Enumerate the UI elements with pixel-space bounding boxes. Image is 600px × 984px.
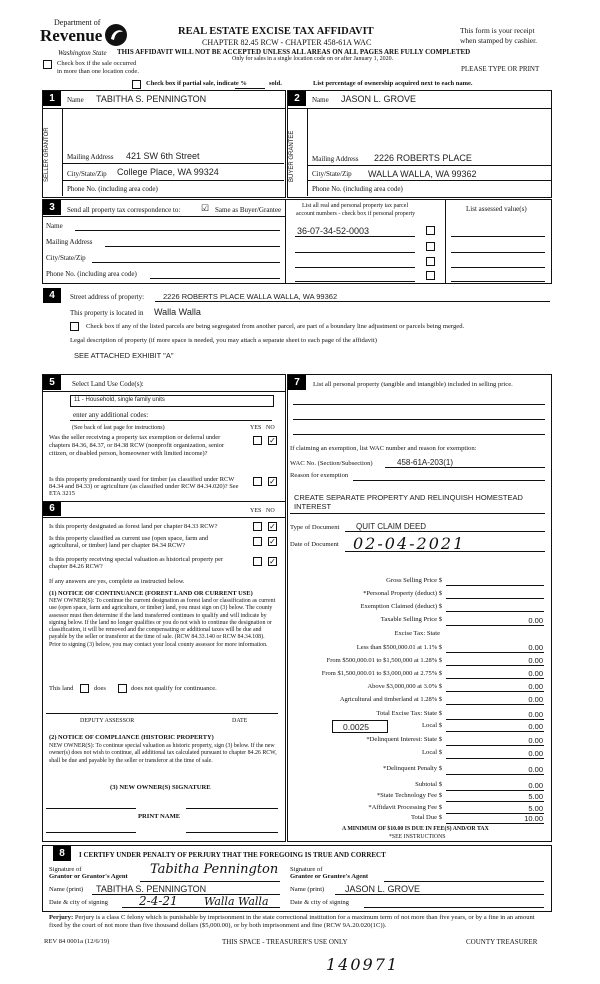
land-use-code[interactable]	[70, 395, 274, 407]
calc-gross-label: Gross Selling Price $	[386, 577, 442, 584]
deputy-assessor-label: DEPUTY ASSESSOR	[80, 718, 135, 724]
calc-total-state-value[interactable]: 0.00	[528, 710, 543, 719]
buyer-side-label: BUYER GRANTEE	[289, 130, 295, 182]
local-rate-box[interactable]	[332, 720, 388, 733]
street-address[interactable]: 2226 ROBERTS PLACE WALLA WALLA, WA 99362	[163, 292, 338, 301]
segregated-label: Check box if any of the listed parcels are being segregated from another parcel, are part of a boundary line adjustment or parcels being merged.	[86, 323, 465, 330]
s5-question-1: Was the seller receiving a property tax exemption or deferral under chapters 84.36, 84.37, or 84.38 RCW (nonprofit organization, senior citizen, or disabled person, homeowner with limited income)?	[49, 434, 225, 457]
section-6-number: 6	[43, 501, 61, 516]
calc-subtotal-label: Subtotal $	[415, 781, 442, 788]
notice-continuance-title: (1) NOTICE OF CONTINUANCE (FOREST LAND OR CURRENT USE)	[49, 590, 253, 597]
grantor-date[interactable]: 2-4-21	[139, 894, 178, 908]
seller-city[interactable]: College Place, WA 99324	[117, 167, 219, 177]
s5-no-header: NO	[266, 425, 275, 431]
seller-mailing-label: Mailing Address	[67, 153, 114, 161]
notice-continuance-body: NEW OWNER(S): To continue the current designation as forest land or classification as current use (open space, farm and agriculture, or timber) land, you must sign on (3) below. The county assessor must then determine if the land transferred continues to qualify and will indicate by signing below. If the land no longer qualifies or you do not wish to continue the designation or classification, it will be removed and the compensating or additional taxes will be due and payable by the seller or transferor at the time of sale. (RCW 84.33.140 or RCW 84.34.108). Prior to signing (3) below, you may contact your local county assessor for more information.	[49, 598, 276, 648]
s5-q2-yes[interactable]	[253, 477, 262, 486]
buyer-city[interactable]: WALLA WALLA, WA 99362	[368, 169, 477, 179]
receipt-note-1: This form is your receipt	[460, 26, 535, 35]
reason-label: Reason for exemption	[290, 472, 349, 479]
multi-location-checkbox[interactable]	[43, 60, 52, 69]
new-owner-signature-label: (3) NEW OWNER(S) SIGNATURE	[110, 784, 211, 791]
calc-taxable-value[interactable]: 0.00	[528, 616, 543, 625]
section-4-number: 4	[43, 288, 61, 303]
sales-note: Only for sales in a single location code on or after January 1, 2020.	[232, 56, 394, 62]
legal-description[interactable]: SEE ATTACHED EXHIBIT "A"	[74, 351, 174, 360]
multi-location-label-2: in more than one location code.	[57, 68, 139, 75]
section-1-box	[42, 90, 286, 198]
exemption-label: If claiming an exemption, list WAC number and reason for exemption:	[290, 445, 477, 452]
s5-q1-yes[interactable]	[253, 436, 262, 445]
wac-label: WAC No. (Section/Subsection)	[290, 460, 373, 467]
ownership-note: List percentage of ownership acquired next to each name.	[313, 80, 473, 87]
grantor-sig-label-1: Signature of	[49, 866, 82, 873]
notice-compliance-title: (2) NOTICE OF COMPLIANCE (HISTORIC PROPERTY)	[49, 734, 214, 741]
s6-question-2: Is this property classified as current use (open space, farm and agricultural, or timber) land per chapter 84.34 RCW?	[49, 535, 209, 549]
calc-excise-state-label: Excise Tax: State	[394, 630, 440, 637]
calc-delinq-penalty-label: *Delinquent Penalty $	[383, 765, 442, 772]
minimum-due-note: A MINIMUM OF $10.00 IS DUE IN FEE(S) AND/OR TAX	[342, 826, 489, 832]
located-in[interactable]: Walla Walla	[154, 307, 201, 317]
correspondence-city-label: City/State/Zip	[46, 254, 86, 262]
s5-q1-no[interactable]: ✓	[269, 436, 276, 445]
land-use-code-text: 11 - Household, single family units	[74, 397, 165, 403]
multi-location-label-1: Check box if the sale occurred	[57, 60, 137, 67]
calc-tech-fee-value[interactable]: 5.00	[528, 792, 543, 801]
buyer-mailing-label: Mailing Address	[312, 155, 359, 163]
assessor-date-label: DATE	[232, 718, 248, 724]
section-1-number: 1	[43, 91, 61, 106]
calc-local2-label: Local $	[422, 749, 442, 756]
perjury-label: Perjury:	[49, 914, 74, 921]
s6-yes-header: YES	[250, 508, 262, 514]
partial-sale-line	[235, 88, 265, 89]
calc-local-value[interactable]: 0.00	[528, 722, 543, 731]
grantor-sig-label-2: Grantor or Grantor's Agent	[49, 873, 128, 880]
if-yes-instruction: If any answers are yes, complete as instructed below.	[49, 578, 185, 585]
s6-question-1: Is this property designated as forest land per chapter 84.33 RCW?	[49, 523, 218, 530]
same-as-buyer-label: Same as Buyer/Grantee	[215, 206, 282, 214]
parcel-number-1[interactable]: 36-07-34-52-0003	[297, 226, 370, 236]
calc-affidavit-fee-label: *Affidavit Processing Fee $	[368, 804, 442, 811]
grantee-name-label: Name (print)	[290, 886, 325, 893]
stamp-number: 140971	[326, 955, 400, 974]
section-7-number: 7	[288, 375, 306, 390]
land-use-label: Select Land Use Code(s):	[72, 380, 144, 388]
s6-q1-yes[interactable]	[253, 522, 262, 531]
calc-agri-value[interactable]: 0.00	[528, 695, 543, 704]
located-in-label: This property is located in	[70, 309, 144, 317]
county-treasurer: COUNTY TREASURER	[466, 938, 538, 946]
legal-description-label: Legal description of property (if more space is needed, you may attach a separate sheet to each page of the affidavit)	[70, 337, 377, 344]
calc-agri-label: Agricultural and timberland at 1.28% $	[339, 696, 442, 703]
document-date[interactable]: 02-04-2021	[353, 534, 466, 553]
calc-local2-value[interactable]: 0.00	[528, 749, 543, 758]
s6-q2-yes[interactable]	[253, 537, 262, 546]
receipt-note-2: when stamped by cashier.	[460, 36, 538, 45]
grantee-sig-label-2: Grantee or Grantee's Agent	[290, 873, 369, 880]
buyer-city-label: City/State/Zip	[312, 170, 352, 178]
agency-line2: Revenue	[40, 26, 103, 45]
parcel-1-personal-checkbox[interactable]	[426, 226, 435, 235]
land-does-not-checkbox[interactable]	[118, 684, 127, 693]
document-type-label: Type of Document	[290, 524, 340, 531]
s5-question-2: Is this property predominantly used for timber (as classified under RCW 84.34 and 84.33) or agriculture (as classified under RCW 84.34.020)? See ETA 3215	[49, 476, 239, 497]
certify-statement: I CERTIFY UNDER PENALTY OF PERJURY THAT THE FOREGOING IS TRUE AND CORRECT	[79, 851, 386, 859]
section-8-number: 8	[53, 846, 71, 861]
this-land-label: This land	[49, 685, 74, 692]
see-back-instructions: (See back of last page for instructions)	[72, 425, 165, 431]
document-type[interactable]: QUIT CLAIM DEED	[356, 522, 427, 531]
seller-city-label: City/State/Zip	[67, 170, 107, 178]
personal-property-label: List all personal property (tangible and intangible) included in selling price.	[313, 381, 513, 388]
grantor-name-label: Name (print)	[49, 886, 84, 893]
seller-phone-label: Phone No. (including area code)	[67, 185, 158, 193]
perjury-notice	[49, 914, 549, 930]
local-rate: 0.0025	[343, 722, 369, 732]
agency-line3: Washington State	[58, 49, 107, 57]
send-correspondence-label: Send all property tax correspondence to:	[67, 206, 181, 214]
type-or-print: PLEASE TYPE OR PRINT	[461, 65, 540, 73]
section-5-number: 5	[43, 375, 61, 390]
buyer-phone-label: Phone No. (including area code)	[312, 185, 403, 193]
section-3-number: 3	[43, 200, 61, 215]
section-2-number: 2	[288, 91, 306, 106]
partial-sale-label: Check box if partial sale, indicate %	[146, 80, 247, 87]
calc-tier3-label: From $1,500,000.01 to $3,000,000 at 2.75% $	[321, 670, 442, 677]
parcel-3-personal-checkbox[interactable]	[426, 257, 435, 266]
calc-tier3-value[interactable]: 0.00	[528, 669, 543, 678]
wac-number[interactable]: 458-61A-203(1)	[397, 458, 454, 467]
partial-sale-sold: sold.	[269, 80, 282, 87]
same-as-buyer-checkbox[interactable]: ☑	[201, 203, 210, 213]
calc-subtotal-value[interactable]: 0.00	[528, 781, 543, 790]
s6-q1-no[interactable]: ✓	[269, 522, 276, 531]
grantee-sig-label-1: Signature of	[290, 866, 323, 873]
grantee-date-label: Date & city of signing	[290, 899, 349, 906]
land-does-not-label: does not qualify for continuance.	[131, 685, 217, 692]
buyer-name[interactable]: JASON L. GROVE	[341, 94, 417, 104]
seller-name[interactable]: TABITHA S. PENNINGTON	[96, 94, 207, 104]
see-instructions-note: *SEE INSTRUCTIONS	[389, 834, 446, 840]
s5-yes-header: YES	[250, 425, 262, 431]
correspondence-mailing-label: Mailing Address	[46, 238, 93, 246]
calc-tier2-value[interactable]: 0.00	[528, 656, 543, 665]
calc-personal-label: *Personal Property (deduct) $	[363, 590, 442, 597]
s6-question-3: Is this property receiving special valuation as historical property per chapter 84.26 RCW?	[49, 556, 224, 570]
segregated-checkbox[interactable]	[70, 322, 79, 331]
s6-q2-no[interactable]: ✓	[269, 537, 276, 546]
parcel-header-1: List all real and personal property tax parcel	[302, 203, 409, 209]
treasurer-space: THIS SPACE - TREASURER'S USE ONLY	[222, 938, 348, 946]
parcel-4-personal-checkbox[interactable]	[426, 271, 435, 280]
print-name-label: PRINT NAME	[138, 813, 181, 820]
s6-no-header: NO	[266, 508, 275, 514]
calc-delinq-state-value[interactable]: 0.00	[528, 736, 543, 745]
calc-tier4-value[interactable]: 0.00	[528, 682, 543, 691]
buyer-name-label: Name	[312, 96, 329, 104]
grantee-name[interactable]: JASON L. GROVE	[345, 884, 421, 894]
warning-text: THIS AFFIDAVIT WILL NOT BE ACCEPTED UNLESS ALL AREAS ON ALL PAGES ARE FULLY COMPLETED	[117, 48, 471, 56]
calc-tech-fee-label: *State Technology Fee $	[376, 792, 442, 799]
correspondence-phone-label: Phone No. (including area code)	[46, 270, 137, 278]
additional-codes-label: enter any additional codes:	[73, 411, 149, 419]
seller-name-label: Name	[67, 96, 84, 104]
buyer-mailing[interactable]: 2226 ROBERTS PLACE	[374, 153, 472, 163]
calc-total-state-label: Total Excise Tax: State $	[376, 710, 442, 717]
calc-delinq-state-label: *Delinquent Interest: State $	[366, 736, 442, 743]
calc-total-due-label: Total Due $	[410, 814, 442, 821]
calc-tier1-value[interactable]: 0.00	[528, 643, 543, 652]
s5-q2-no[interactable]: ✓	[269, 477, 276, 486]
calc-total-due-value[interactable]: 10.00	[524, 814, 543, 823]
calc-affidavit-fee-value[interactable]: 5.00	[528, 804, 543, 813]
land-does-label: does	[94, 685, 106, 692]
s6-q3-no[interactable]: ✓	[269, 557, 276, 566]
exemption-reason[interactable]: CREATE SEPARATE PROPERTY AND RELINQUISH HOMESTEAD INTEREST	[294, 493, 523, 511]
seller-side-label: SELLER GRANTOR	[44, 127, 50, 182]
grantor-name[interactable]: TABITHA S. PENNINGTON	[96, 884, 207, 894]
correspondence-name-label: Name	[46, 222, 63, 230]
revenue-logo-icon	[104, 23, 128, 47]
calc-local-label: Local $	[422, 722, 442, 729]
grantor-signature[interactable]: Tabitha Pennington	[150, 862, 279, 877]
agency-line1: Department of	[54, 18, 101, 27]
section-2-box	[287, 90, 552, 198]
calc-delinq-penalty-value[interactable]: 0.00	[528, 765, 543, 774]
calc-exemption-label: Exemption Claimed (deduct) $	[360, 603, 442, 610]
document-date-label: Date of Document	[290, 541, 339, 548]
form-subtitle: CHAPTER 82.45 RCW - CHAPTER 458-61A WAC	[202, 38, 372, 47]
form-title: REAL ESTATE EXCISE TAX AFFIDAVIT	[178, 26, 374, 37]
calc-tier1-label: Less than $500,000.01 at 1.1% $	[356, 644, 442, 651]
partial-sale-checkbox[interactable]	[132, 80, 141, 89]
parcel-header-2: account numbers - check box if personal property	[296, 211, 416, 217]
calc-taxable-label: Taxable Selling Price $	[380, 616, 442, 623]
seller-mailing[interactable]: 421 SW 6th Street	[126, 151, 200, 161]
parcel-2-personal-checkbox[interactable]	[426, 242, 435, 251]
s6-q3-yes[interactable]	[253, 557, 262, 566]
assessed-header: List assessed value(s)	[466, 205, 527, 213]
land-does-checkbox[interactable]	[80, 684, 89, 693]
calc-tier2-label: From $500,000.01 to $1,500,000 at 1.28% $	[326, 657, 442, 664]
grantor-city[interactable]: Walla Walla	[204, 895, 269, 908]
notice-compliance-body: NEW OWNER(S): To continue special valuation as historic property, sign (3) below. If the new owner(s) does not wish to continue, all additional tax calculated pursuant to chapter 84.26 RCW, shall be due and payable by the seller or transferor at the time of sale.	[49, 743, 277, 764]
form-revision: REV 84 0001a (12/6/19)	[44, 938, 110, 945]
grantor-date-label: Date & city of signing	[49, 899, 108, 906]
street-address-label: Street address of property:	[70, 293, 145, 301]
perjury-text: Perjury is a class C felony which is punishable by imprisonment in the state correctional institution for a maximum term of not more than five years, or by a fine in an amount fixed by the court of not more than five thousand dollars ($5,000.00), or by both imprisonment and fine (RCW 9A.20.020(1C)).	[49, 914, 535, 929]
calc-tier4-label: Above $3,000,000 at 3.0% $	[367, 683, 442, 690]
